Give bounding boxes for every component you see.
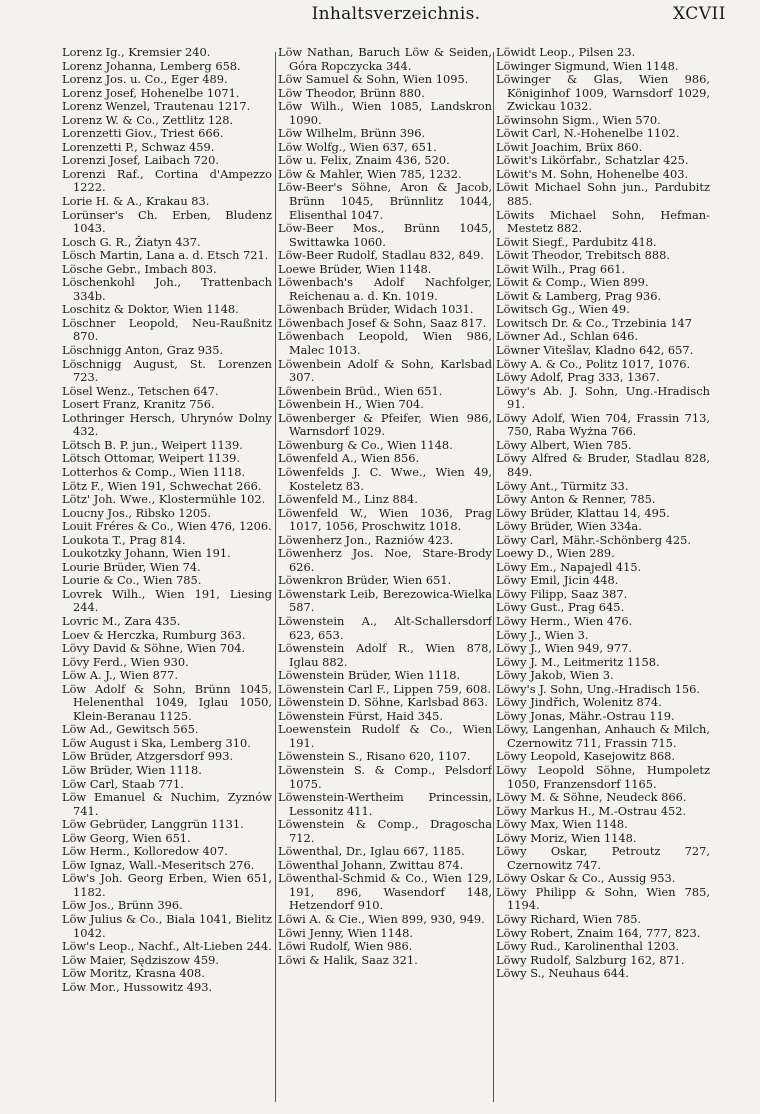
index-entry: Löwy Ant., Türmitz 33. <box>496 478 629 493</box>
index-entry: Lötsch Ottomar, Weipert 1139. <box>62 451 241 466</box>
index-entry: Löw Emanuel & Nuchim, Zyznów 741. <box>62 790 272 818</box>
index-entry: Löwy Leopold Söhne, Humpoletz 1050, Franzensdorf 1165. <box>496 762 710 791</box>
index-entry: Löwy Rudolf, Salzburg 162, 871. <box>496 952 685 967</box>
index-entry: Loucny Jos., Ribsko 1205. <box>62 505 212 520</box>
index-entry: Löwenburg & Co., Wien 1148. <box>278 437 453 452</box>
index-entry: Lorenzetti P., Schwaz 459. <box>62 139 215 154</box>
index-entry: Löw Gebrüder, Langgrün 1131. <box>62 817 244 832</box>
index-entry: Löwy A. & Co., Politz 1017, 1076. <box>496 356 691 371</box>
index-entry: Löwit's Likörfabr., Schatzlar 425. <box>496 153 689 168</box>
index-entry: Löw-Beer Rudolf, Stadlau 832, 849. <box>278 248 484 263</box>
index-entry: Löwenbach Brüder, Widach 1031. <box>278 302 474 317</box>
index-entry: Löwenfeld M., Linz 884. <box>278 492 418 507</box>
index-entry: Löwy Alfred & Bruder, Stadlau 828, 849. <box>496 451 710 479</box>
index-entry: Lorenzi Raf., Cortina d'Ampezzo 1222. <box>62 166 272 195</box>
index-entry: Losch G. R., Žiatyn 437. <box>62 234 201 249</box>
index-column-1 <box>62 46 272 1106</box>
index-entry: Löw's Joh. Georg Erben, Wien 651, 1182. <box>62 871 272 899</box>
index-entry: Löwy Gust., Prag 645. <box>496 600 625 615</box>
index-entry: Löwy Jindřich, Wolenitz 874. <box>496 695 662 710</box>
index-entry: Löwy Leopold, Kasejowitz 868. <box>496 749 675 764</box>
index-entry: Löwenherz Jon., Razniów 423. <box>278 532 454 547</box>
index-entry: Lorenz Josef, Hohenelbe 1071. <box>62 85 240 100</box>
index-entry: Löw Brüder, Wien 1118. <box>62 762 202 777</box>
index-entry: Löw Brüder, Atzgersdorf 993. <box>62 749 234 764</box>
index-entry: Löwy Carl, Mähr.-Schönberg 425. <box>496 532 691 547</box>
index-entry: Löw & Mahler, Wien 785, 1232. <box>278 166 462 181</box>
index-entry: Lorenz W. & Co., Zettlitz 128. <box>62 112 234 127</box>
index-entry: Loukota T., Prag 814. <box>62 532 186 547</box>
index-entry: Löwinger & Glas, Wien 986, Königinhof 1009, Warnsdorf 1029, Zwickau 1032. <box>496 72 710 114</box>
index-entry: Loewy D., Wien 289. <box>496 546 615 561</box>
index-entry: Löwit Joachim, Brüx 860. <box>496 139 643 154</box>
index-entry: Löwy Richard, Wien 785. <box>496 912 642 926</box>
index-entry: Lorenz Wenzel, Trautenau 1217. <box>62 99 251 114</box>
index-entry: Löwy Rud., Karolinenthal 1203. <box>496 939 680 954</box>
index-entry: Löwenbach Josef & Sohn, Saaz 817. <box>278 315 487 330</box>
index-entry: Löw's Leop., Nachf., Alt-Lieben 244. <box>62 939 272 954</box>
index-entry: Löwenstein S. & Comp., Pelsdorf 1075. <box>278 762 492 791</box>
index-entry: Löw Adolf & Sohn, Brünn 1045, Helenenthal 1049, Iglau 1050, Klein-Beranau 1125. <box>62 681 272 723</box>
index-column-2 <box>278 46 492 1106</box>
index-entry: Löwenherz Jos. Noe, Stare-Brody 626. <box>278 546 492 574</box>
index-entry: Löwy Emil, Jicin 448. <box>496 573 619 588</box>
index-entry: Löschnigg August, St. Lorenzen 723. <box>62 356 272 385</box>
index-entry: Loewe Brüder, Wien 1148. <box>278 261 432 276</box>
index-entry: Löwenthal Johann, Zwittau 874. <box>278 857 464 872</box>
index-entry: Lövy Ferd., Wien 930. <box>62 654 189 669</box>
index-entry: Lorenz Johanna, Lemberg 658. <box>62 58 241 73</box>
index-entry: Löw Nathan, Baruch Löw & Seiden, Góra Ropczycka 344. <box>278 46 492 73</box>
index-entry: Lötsch B. P. jun., Weipert 1139. <box>62 437 243 452</box>
index-entry: Löwenberger & Pfeifer, Wien 986, Warnsdorf 1029. <box>278 410 492 439</box>
index-entry: Löwenbach Leopold, Wien 986, Malec 1013. <box>278 329 492 358</box>
index-entry: Löwy Brüder, Klattau 14, 495. <box>496 505 670 520</box>
index-entry: Löw Samuel & Sohn, Wien 1095. <box>278 72 469 87</box>
index-entry: Löschenkohl Joh., Trattenbach 334b. <box>62 275 272 303</box>
index-entry: Löw A. J., Wien 877. <box>62 668 179 683</box>
index-entry: Löw Theodor, Brünn 880. <box>278 85 425 100</box>
index-entry: Lösche Gebr., Imbach 803. <box>62 261 217 276</box>
index-entry: Löwi Rudolf, Wien 986. <box>278 939 413 954</box>
index-entry: Löw Wilh., Wien 1085, Landskron 1090. <box>278 99 492 127</box>
index-entry: Löwy Herm., Wien 476. <box>496 613 633 628</box>
index-entry: Loschitz & Doktor, Wien 1148. <box>62 302 239 317</box>
index-entry: Löwit Siegf., Pardubitz 418. <box>496 234 657 249</box>
index-entry: Löwenstein Fürst, Haid 345. <box>278 708 444 723</box>
index-entry: Löw Julius & Co., Biala 1041, Bielitz 1042. <box>62 912 272 940</box>
index-entry: Löwenstein D. Söhne, Karlsbad 863. <box>278 695 488 710</box>
index-entry: Löwy Anton & Renner, 785. <box>496 492 656 507</box>
index-entry: Löw Maier, Sędziszow 459. <box>62 952 219 967</box>
index-entry: Löwenstein S., Risano 620, 1107. <box>278 749 471 764</box>
index-entry: Löwenkron Brüder, Wien 651. <box>278 573 452 588</box>
index-entry: Löw Moritz, Krasna 408. <box>62 966 205 981</box>
index-entry: Löw Herm., Kolloredow 407. <box>62 844 228 859</box>
page-number: XCVII <box>672 4 726 24</box>
index-entry: Löwy Jakob, Wien 3. <box>496 668 614 683</box>
index-entry: Löwner Ad., Schlan 646. <box>496 329 638 344</box>
index-entry: Löwinger Sigmund, Wien 1148. <box>496 58 679 73</box>
index-entry: Lorenzi Josef, Laibach 720. <box>62 153 220 168</box>
index-entry: Löwenfeld W., Wien 1036, Prag 1017, 1056, Proschwitz 1018. <box>278 505 492 534</box>
index-entry: Löw Ad., Gewitsch 565. <box>62 722 199 737</box>
column-divider <box>275 52 276 1102</box>
index-entry: Lovrek Wilh., Wien 191, Liesing 244. <box>62 586 272 615</box>
index-entry: Löwenstein Adolf R., Wien 878, Iglau 882. <box>278 641 492 669</box>
index-entry: Löwy Robert, Znaim 164, 777, 823. <box>496 925 701 940</box>
index-entry: Löwit Michael Sohn jun., Pardubitz 885. <box>496 180 710 209</box>
index-entry: Lorünser's Ch. Erben, Bludenz 1043. <box>62 207 272 236</box>
index-entry: Lösel Wenz., Tetschen 647. <box>62 383 219 398</box>
index-entry: Lourie Brüder, Wien 74. <box>62 559 201 574</box>
index-entry: Löw Jos., Brünn 396. <box>62 898 183 913</box>
index-entry: Löwenstein Carl F., Lippen 759, 608. <box>278 681 492 696</box>
index-entry: Loewenstein Rudolf & Co., Wien 191. <box>278 722 492 750</box>
index-entry: Lorie H. & A., Krakau 83. <box>62 194 210 209</box>
index-entry: Löwy Filipp, Saaz 387. <box>496 586 628 601</box>
index-entry: Löschner Leopold, Neu-Raußnitz 870. <box>62 315 272 344</box>
index-entry: Lötz' Joh. Wwe., Klostermühle 102. <box>62 492 266 507</box>
index-entry: Löwidt Leop., Pilsen 23. <box>496 46 636 59</box>
index-entry: Löwy Adolf, Prag 333, 1367. <box>496 370 660 385</box>
index-entry: Löwit's M. Sohn, Hohenelbe 403. <box>496 166 689 181</box>
index-entry: Löwy, Langenhan, Anhauch & Milch, Czernowitz 711, Frassin 715. <box>496 722 710 750</box>
index-entry: Loev & Herczka, Rumburg 363. <box>62 627 246 642</box>
index-entry: Löw Ignaz, Wall.-Meseritsch 276. <box>62 857 255 872</box>
index-entry: Löwenbach's Adolf Nachfolger, Reichenau a. d. Kn. 1019. <box>278 275 492 303</box>
index-entry: Löwy Moriz, Wien 1148. <box>496 830 637 845</box>
index-entry: Löwy J., Wien 949, 977. <box>496 641 632 656</box>
index-entry: Löwitsch Gg., Wien 49. <box>496 302 630 317</box>
index-entry: Löwenbein Brüd., Wien 651. <box>278 383 443 398</box>
index-entry: Lothringer Hersch, Uhrynów Dolny 432. <box>62 410 272 439</box>
index-entry: Löwenbein Adolf & Sohn, Karlsbad 307. <box>278 356 492 385</box>
index-entry: Löwy Markus H., M.-Ostrau 452. <box>496 803 687 818</box>
index-entry: Lorenzetti Giov., Triest 666. <box>62 126 224 141</box>
index-entry: Loukotzky Johann, Wien 191. <box>62 546 231 561</box>
page-title: Inhaltsverzeichnis. <box>311 4 481 24</box>
index-entry: Löw Carl, Staab 771. <box>62 776 184 791</box>
index-entry: Löwit & Lamberg, Prag 936. <box>496 288 662 303</box>
index-entry: Louit Fréres & Co., Wien 476, 1206. <box>62 519 272 534</box>
index-entry: Löwy Philipp & Sohn, Wien 785, 1194. <box>496 884 710 913</box>
index-entry: Löw Mor., Hussowitz 493. <box>62 979 213 994</box>
index-entry: Löwit Wilh., Prag 661. <box>496 261 626 276</box>
index-entry: Löwenstein A., Alt-Schallersdorf 623, 653. <box>278 613 492 642</box>
index-entry: Löwy M. & Söhne, Neudeck 866. <box>496 790 687 805</box>
index-entry: Lovric M., Zara 435. <box>62 613 181 628</box>
index-entry: Löwi Jenny, Wien 1148. <box>278 925 414 940</box>
index-entry: Lorenz Ig., Kremsier 240. <box>62 46 211 59</box>
index-entry: Löwner Vitešlav, Kladno 642, 657. <box>496 343 694 358</box>
index-entry: Löwi & Halik, Saaz 321. <box>278 952 418 967</box>
index-entry: Löwit Carl, N.-Hohenelbe 1102. <box>496 126 680 141</box>
index-entry: Lotterhos & Comp., Wien 1118. <box>62 464 246 479</box>
index-entry: Löwy Adolf, Wien 704, Frassin 713, 750, Raba Wyżna 766. <box>496 410 710 439</box>
index-entry: Löw Wolfg., Wien 637, 651. <box>278 139 437 154</box>
index-entry: Löwenbein H., Wien 704. <box>278 397 424 412</box>
index-entry: Löwenstein-Wertheim Princessin, Lessonitz 411. <box>278 790 492 818</box>
index-column-3 <box>496 46 710 1106</box>
index-entry: Löwenfelds J. C. Wwe., Wien 49, Kosteletz 83. <box>278 464 492 493</box>
index-entry: Löwy Max, Wien 1148. <box>496 817 628 832</box>
index-entry: Löwy J., Wien 3. <box>496 627 589 642</box>
index-entry: Löwy Oskar & Co., Aussig 953. <box>496 871 676 886</box>
column-divider <box>493 52 494 1102</box>
index-entry: Löwenstark Leib, Berezowica-Wielka 587. <box>278 586 492 615</box>
index-entry: Löwy Albert, Wien 785. <box>496 437 632 452</box>
index-entry: Löw-Beer Mos., Brünn 1045, Swittawka 1060. <box>278 221 492 249</box>
index-entry: Lowitsch Dr. & Co., Trzebinia 147 <box>496 315 692 330</box>
index-entry: Löwenthal, Dr., Iglau 667, 1185. <box>278 844 465 859</box>
index-entry: Lösch Martin, Lana a. d. Etsch 721. <box>62 248 269 263</box>
index-entry: Löwy Oskar, Petroutz 727, Czernowitz 747. <box>496 844 710 872</box>
index-entry: Löwenthal-Schmid & Co., Wien 129, 191, 896, Wasendorf 148, Hetzendorf 910. <box>278 871 492 913</box>
index-entry: Löw-Beer's Söhne, Aron & Jacob, Brünn 1045, Brünnlitz 1044, Elisenthal 1047. <box>278 180 492 222</box>
index-entry: Lövy David & Söhne, Wien 704. <box>62 641 246 656</box>
index-entry: Löwit Theodor, Trebitsch 888. <box>496 248 670 263</box>
index-columns <box>62 46 742 1106</box>
index-entry: Löwit & Comp., Wien 899. <box>496 275 649 290</box>
page-header <box>62 4 730 34</box>
index-entry: Löwy's Ab. J. Sohn, Ung.-Hradisch 91. <box>496 383 710 412</box>
index-entry: Löwenfeld A., Wien 856. <box>278 451 420 466</box>
index-entry: Löw u. Felix, Znaim 436, 520. <box>278 153 450 168</box>
index-entry: Löwy S., Neuhaus 644. <box>496 966 629 981</box>
index-entry: Lötz F., Wien 191, Schwechat 266. <box>62 478 262 493</box>
index-entry: Löwy Em., Napajedl 415. <box>496 559 642 574</box>
index-entry: Löwenstein & Comp., Dragoscha 712. <box>278 817 492 845</box>
index-entry: Lorenz Jos. u. Co., Eger 489. <box>62 72 228 87</box>
index-entry: Löw Wilhelm, Brünn 396. <box>278 126 426 141</box>
index-entry: Losert Franz, Kranitz 756. <box>62 397 215 412</box>
index-entry: Löwi A. & Cie., Wien 899, 930, 949. <box>278 912 485 926</box>
index-entry: Löwy Brüder, Wien 334a. <box>496 519 642 534</box>
index-entry: Löw August i Ska, Lemberg 310. <box>62 735 251 750</box>
index-entry: Löwits Michael Sohn, Hefman-Mestetz 882. <box>496 207 710 236</box>
index-entry: Löw Georg, Wien 651. <box>62 830 191 845</box>
index-entry: Löwy Jonas, Mähr.-Ostrau 119. <box>496 708 675 723</box>
index-entry: Lourie & Co., Wien 785. <box>62 573 202 588</box>
index-entry: Löwy's J. Sohn, Ung.-Hradisch 156. <box>496 681 701 696</box>
index-entry: Löwy J. M., Leitmeritz 1158. <box>496 654 660 669</box>
index-entry: Löwenstein Brüder, Wien 1118. <box>278 668 461 683</box>
index-entry: Löwinsohn Sigm., Wien 570. <box>496 112 661 127</box>
index-entry: Löschnigg Anton, Graz 935. <box>62 343 224 358</box>
